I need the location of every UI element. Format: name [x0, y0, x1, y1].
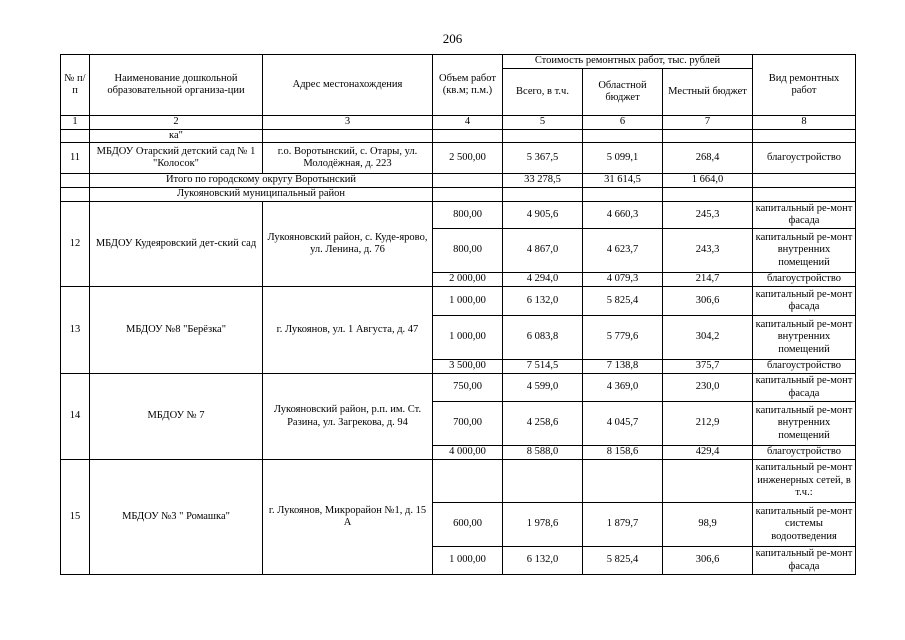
org-address: Лукояновский район, р.п. им. Ст. Разина, ул. Загрекова, д. 94: [263, 374, 433, 460]
cost-local: 306,6: [663, 287, 753, 316]
org-name: МБДОУ №8 "Берёзка": [90, 287, 263, 374]
work-kind: благоустройство: [753, 273, 856, 287]
row-number: 14: [61, 374, 90, 460]
cost-local: 245,3: [663, 202, 753, 229]
cost-regional: 1 879,7: [583, 503, 663, 547]
work-kind: капитальный ре-монт фасада: [753, 287, 856, 316]
work-kind: благоустройство: [753, 360, 856, 374]
cost-total: 1 978,6: [503, 503, 583, 547]
table-row: [61, 287, 856, 316]
cost-regional: 5 825,4: [583, 287, 663, 316]
subtotal-row: [61, 174, 856, 188]
work-volume: 2 000,00: [433, 273, 503, 287]
org-name: МБДОУ Кудеяровский дет-ский сад: [90, 202, 263, 287]
cost-total: 5 367,5: [503, 143, 583, 174]
cost-local: 98,9: [663, 503, 753, 547]
row-number: 11: [61, 143, 90, 174]
cost-regional: 5 099,1: [583, 143, 663, 174]
work-volume: [433, 460, 503, 503]
table-row: [61, 460, 856, 503]
district-row: [61, 188, 856, 202]
header-local: Местный бюджет: [663, 69, 753, 116]
cost-total: 4 867,0: [503, 229, 583, 273]
cost-local: 306,6: [663, 547, 753, 575]
cost-total: [503, 460, 583, 503]
cost-regional: 4 045,7: [583, 402, 663, 446]
work-kind: капитальный ре-монт фасада: [753, 374, 856, 402]
col-number: 8: [753, 116, 856, 130]
col-number: 4: [433, 116, 503, 130]
work-volume: 700,00: [433, 402, 503, 446]
work-kind: капитальный ре-монт внутренних помещений: [753, 316, 856, 360]
work-volume: 800,00: [433, 229, 503, 273]
org-name: МБДОУ № 7: [90, 374, 263, 460]
work-volume: 800,00: [433, 202, 503, 229]
cost-total: 7 514,5: [503, 360, 583, 374]
work-kind: капитальный ре-монт внутренних помещений: [753, 402, 856, 446]
col-number: 1: [61, 116, 90, 130]
col-number: 3: [263, 116, 433, 130]
work-volume: 750,00: [433, 374, 503, 402]
cost-regional: 4 660,3: [583, 202, 663, 229]
work-volume: 4 000,00: [433, 446, 503, 460]
cost-total: 4 599,0: [503, 374, 583, 402]
header-cost-group: Стоимость ремонтных работ, тыс. рублей: [503, 55, 753, 69]
cost-total: 4 905,6: [503, 202, 583, 229]
cost-regional: [583, 460, 663, 503]
header-total: Всего, в т.ч.: [503, 69, 583, 116]
work-volume: 2 500,00: [433, 143, 503, 174]
table-row: [61, 143, 856, 174]
cost-regional: 4 369,0: [583, 374, 663, 402]
work-kind: капитальный ре-монт инженерных сетей, в т.ч.:: [753, 460, 856, 503]
cost-regional: 4 079,3: [583, 273, 663, 287]
cost-local: 429,4: [663, 446, 753, 460]
subtotal-label: Итого по городскому округу Воротынский: [90, 174, 433, 188]
header-kind: Вид ремонтных работ: [753, 55, 856, 116]
cost-total: 4 258,6: [503, 402, 583, 446]
cost-regional: 5 825,4: [583, 547, 663, 575]
cost-total: 8 588,0: [503, 446, 583, 460]
row-number: 15: [61, 460, 90, 575]
work-kind: капитальный ре-монт внутренних помещений: [753, 229, 856, 273]
org-address: г. Лукоянов, Микрорайон №1, д. 15 А: [263, 460, 433, 575]
header-volume: Объем работ (кв.м; п.м.): [433, 55, 503, 116]
cost-local: 304,2: [663, 316, 753, 360]
row-number: 12: [61, 202, 90, 287]
col-number: 2: [90, 116, 263, 130]
org-name: МБДОУ №3 " Ромашка": [90, 460, 263, 575]
cost-local: [663, 460, 753, 503]
table-row: [61, 374, 856, 402]
subtotal-regional: 31 614,5: [583, 174, 663, 188]
subtotal-total: 33 278,5: [503, 174, 583, 188]
column-number-row: [61, 116, 856, 130]
col-number: 6: [583, 116, 663, 130]
work-volume: 1 000,00: [433, 287, 503, 316]
cost-local: 212,9: [663, 402, 753, 446]
work-volume: 1 000,00: [433, 547, 503, 575]
district-name: Лукояновский муниципальный район: [90, 188, 433, 202]
cost-local: 268,4: [663, 143, 753, 174]
cost-total: 6 132,0: [503, 287, 583, 316]
col-number: 5: [503, 116, 583, 130]
cost-regional: 7 138,8: [583, 360, 663, 374]
cost-total: 6 132,0: [503, 547, 583, 575]
table-row: [61, 202, 856, 229]
work-kind: капитальный ре-монт фасада: [753, 547, 856, 575]
work-volume: 3 500,00: [433, 360, 503, 374]
org-address: г. Лукоянов, ул. 1 Августа, д. 47: [263, 287, 433, 374]
subtotal-local: 1 664,0: [663, 174, 753, 188]
cost-total: 6 083,8: [503, 316, 583, 360]
header-name: Наименование дошкольной образовательной организа-ции: [90, 55, 263, 116]
header-address: Адрес местонахождения: [263, 55, 433, 116]
header-regional: Областной бюджет: [583, 69, 663, 116]
cost-local: 375,7: [663, 360, 753, 374]
work-kind: капитальный ре-монт фасада: [753, 202, 856, 229]
org-address: Лукояновский район, с. Куде-ярово, ул. Ленина, д. 76: [263, 202, 433, 287]
cost-regional: 5 779,6: [583, 316, 663, 360]
cost-local: 243,3: [663, 229, 753, 273]
org-address: г.о. Воротынский, с. Отары, ул. Молодёжная, д. 223: [263, 143, 433, 174]
work-volume: 600,00: [433, 503, 503, 547]
page-number: 206: [442, 31, 463, 46]
cost-total: 4 294,0: [503, 273, 583, 287]
table-row: [61, 129, 856, 143]
cost-local: 214,7: [663, 273, 753, 287]
continuation-text: ка": [90, 129, 263, 143]
cost-local: 230,0: [663, 374, 753, 402]
header-num: № п/п: [61, 55, 90, 116]
col-number: 7: [663, 116, 753, 130]
work-kind: благоустройство: [753, 143, 856, 174]
org-name: МБДОУ Отарский детский сад № 1 "Колосок": [90, 143, 263, 174]
repair-works-table: [60, 54, 856, 575]
cost-regional: 4 623,7: [583, 229, 663, 273]
cost-regional: 8 158,6: [583, 446, 663, 460]
work-kind: благоустройство: [753, 446, 856, 460]
row-number: 13: [61, 287, 90, 374]
work-kind: капитальный ре-монт системы водоотведения: [753, 503, 856, 547]
header-row-1: [61, 55, 856, 69]
work-volume: 1 000,00: [433, 316, 503, 360]
